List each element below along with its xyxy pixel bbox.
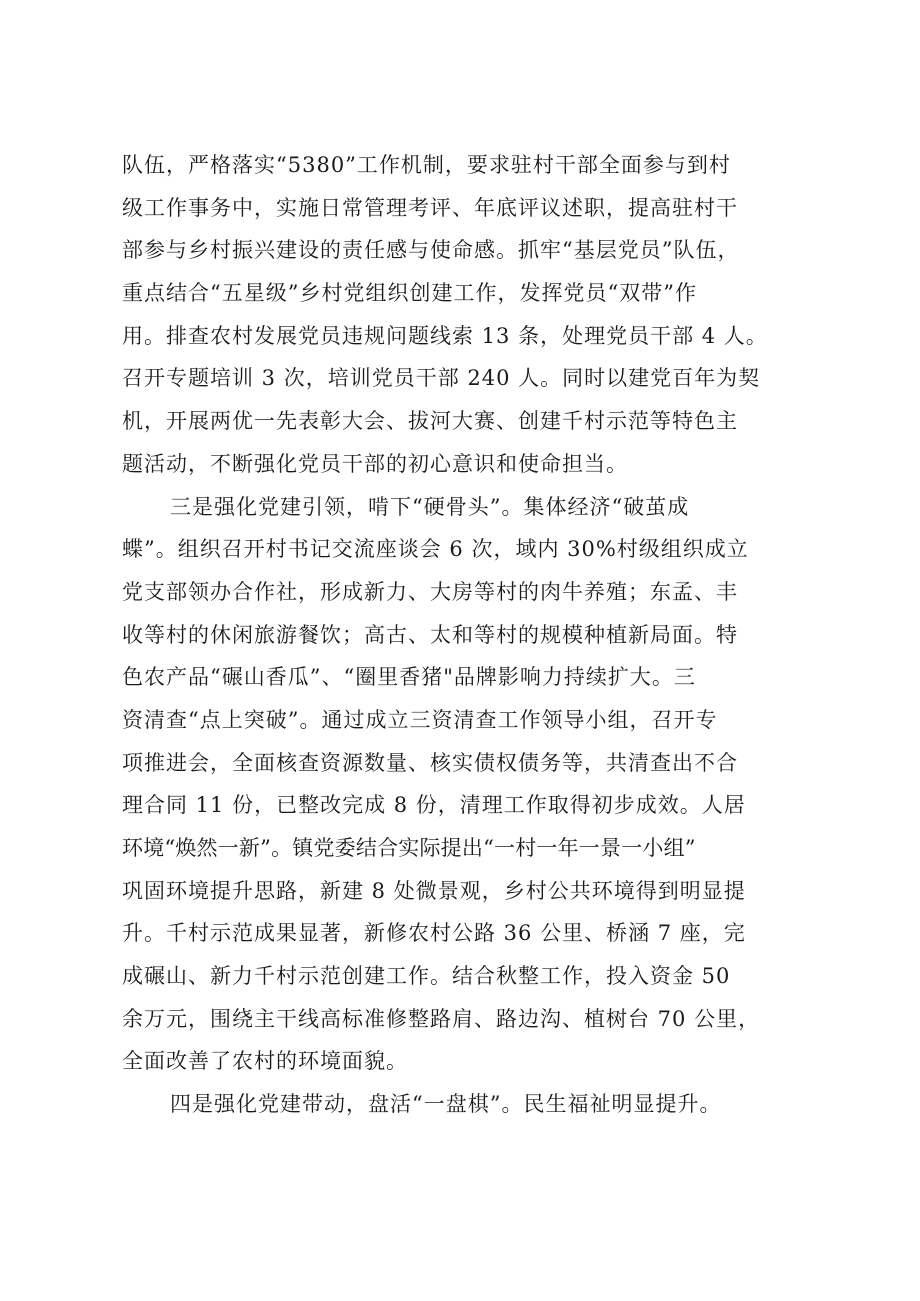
- text-line: 重点结合“五星级”乡村党组织创建工作，发挥党员“双带”作: [122, 281, 697, 306]
- text-line: 余万元，围绕主干线高标准修整路肩、路边沟、植树台 70 公里，: [122, 1006, 761, 1031]
- text-line: 蝶”。组织召开村书记交流座谈会 6 次，域内 30%村级组织成立: [122, 537, 749, 562]
- paragraph-start-line: 四是强化党建带动，盘活“一盘棋”。民生福祉明显提升。: [170, 1092, 722, 1117]
- text-line: 环境“焕然一新”。镇党委结合实际提出“一村一年一景一小组”: [122, 836, 696, 860]
- text-line: 题活动，不断强化党员干部的初心意识和使命担当。: [122, 451, 628, 476]
- text-line: 收等村的休闲旅游餐饮；高古、太和等村的规模种植新局面。特: [122, 622, 738, 647]
- text-line: 成碾山、新力千村示范创建工作。结合秋整工作，投入资金 50: [122, 964, 731, 989]
- paragraph-start-line: 三是强化党建引领，啃下“硬骨头”。集体经济“破茧成: [170, 494, 690, 519]
- text-line: 召开专题培训 3 次，培训党员干部 240 人。同时以建党百年为契: [122, 366, 761, 391]
- text-line: 巩固环境提升思路，新建 8 处微景观，乡村公共环境得到明显提: [122, 878, 746, 903]
- text-line: 资清查“点上突破”。通过成立三资清查工作领导小组，召开专: [122, 707, 718, 732]
- text-line: 党支部领办合作社，形成新力、大房等村的肉牛养殖；东孟、丰: [122, 579, 738, 604]
- text-line: 用。排查农村发展党员违规问题线索 13 条，处理党员干部 4 人。: [122, 323, 768, 348]
- text-line: 队伍，严格落实“5380”工作机制，要求驻村干部全面参与到村: [122, 153, 731, 177]
- text-line: 升。千村示范成果显著，新修农村公路 36 公里、桥涵 7 座，完: [122, 921, 746, 946]
- text-line: 级工作事务中，实施日常管理考评、年底评议述职，提高驻村干: [122, 195, 738, 220]
- text-line: 色农产品“碾山香瓜”、“圈里香猪"品牌影响力持续扩大。三: [122, 665, 696, 690]
- text-line: 部参与乡村振兴建设的责任感与使命感。抓牢“基层党员”队伍，: [122, 238, 740, 263]
- text-line: 项推进会，全面核查资源数量、核实债权债务等，共清查出不合: [122, 750, 738, 775]
- text-line: 机，开展两优一先表彰大会、拔河大赛、创建千村示范等特色主: [122, 409, 738, 434]
- document-body: [122, 144, 832, 1126]
- text-line: 理合同 11 份，已整改完成 8 份，清理工作取得初步成效。人居: [122, 793, 746, 818]
- text-line: 全面改善了农村的环境面貌。: [122, 1049, 408, 1074]
